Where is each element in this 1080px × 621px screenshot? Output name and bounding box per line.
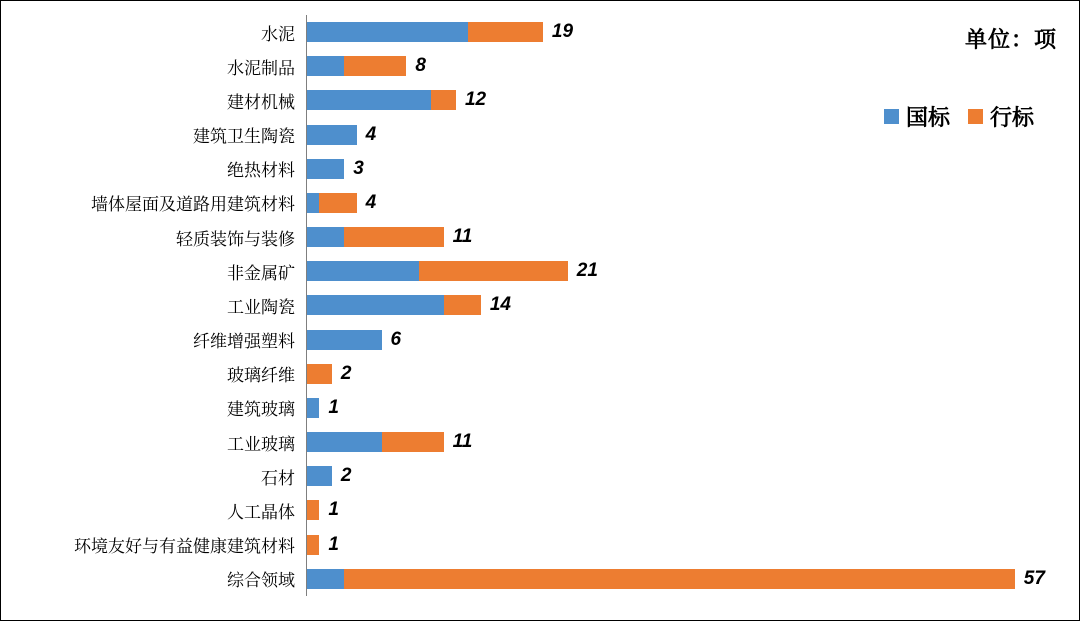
bar-segment-guobiao [307,295,444,315]
bar-segment-guobiao [307,90,431,110]
bar-segment-guobiao [307,398,319,418]
bar-row [1,254,1080,288]
bar-segment-guobiao [307,125,357,145]
category-label: 墙体屋面及道路用建筑材料 [91,195,295,215]
bar-wrapper [301,323,1080,357]
bar-row [1,83,1080,117]
bar-total-label: 19 [551,21,574,43]
bar-wrapper [301,254,1080,288]
bar-segment-hangbiao [419,261,568,281]
bar-wrapper [301,118,1080,152]
bar-segment-guobiao [307,261,419,281]
bar-segment-hangbiao [382,432,444,452]
bar-rows [1,15,1080,596]
category-label: 工业陶瓷 [227,297,295,317]
bar-wrapper [301,186,1080,220]
bar-segment-hangbiao [307,364,332,384]
bar-segment-guobiao [307,56,344,76]
category-label: 轻质装饰与装修 [176,229,295,249]
category-label: 绝热材料 [227,161,295,181]
unit-label: 单位：项 [964,27,1057,52]
bar-total-label: 4 [365,191,377,213]
bar-segment-guobiao [307,330,382,350]
plot-area [1,1,1080,621]
legend-label-hangbiao: 行标 [989,105,1034,130]
category-label: 玻璃纤维 [227,366,295,386]
bar-segment-hangbiao [319,193,356,213]
bar-segment-guobiao [307,227,344,247]
bar-total-label: 12 [464,89,487,111]
bar-segment-hangbiao [468,22,543,42]
bar-wrapper [301,220,1080,254]
category-label: 非金属矿 [227,263,295,283]
bar-segment-hangbiao [344,569,1015,589]
bar-total-label: 1 [328,499,339,521]
bar-row [1,49,1080,83]
category-label: 综合领域 [227,571,295,591]
category-label: 环境友好与有益健康建筑材料 [74,537,295,557]
bar-total-label: 6 [390,328,402,350]
bar-row [1,459,1080,493]
bar-total-label: 14 [489,294,511,316]
bar-total-label: 11 [452,431,473,453]
bar-row [1,220,1080,254]
bar-row [1,425,1080,459]
bar-total-label: 4 [365,123,377,145]
bar-row [1,323,1080,357]
category-label: 人工晶体 [227,502,295,522]
bar-wrapper [301,357,1080,391]
bar-row [1,118,1080,152]
bar-wrapper [301,425,1080,459]
bar-segment-hangbiao [344,227,443,247]
category-label: 水泥 [261,24,295,44]
bar-wrapper [301,391,1080,425]
bar-segment-hangbiao [344,56,406,76]
bar-wrapper [301,493,1080,527]
category-label: 建筑玻璃 [227,400,295,420]
bar-wrapper [301,562,1080,596]
bar-segment-guobiao [307,432,382,452]
bar-wrapper [301,49,1080,83]
bar-segment-hangbiao [444,295,481,315]
category-label: 建筑卫生陶瓷 [193,127,295,147]
bar-total-label: 57 [1023,567,1045,589]
bar-row [1,152,1080,186]
bar-total-label: 1 [328,396,339,418]
bar-total-label: 1 [328,533,339,555]
bar-total-label: 3 [353,157,364,179]
bar-segment-hangbiao [431,90,456,110]
bar-total-label: 2 [340,465,352,487]
bar-row [1,562,1080,596]
bar-total-label: 21 [576,260,598,282]
bar-segment-guobiao [307,193,319,213]
bar-segment-guobiao [307,22,468,42]
bar-wrapper [301,459,1080,493]
category-label: 纤维增强塑料 [193,332,295,352]
bar-total-label: 2 [340,362,352,384]
bar-row [1,528,1080,562]
bar-row [1,288,1080,322]
bar-row [1,391,1080,425]
bar-wrapper [301,83,1080,117]
bar-row [1,357,1080,391]
bar-segment-guobiao [307,159,344,179]
category-label: 石材 [261,468,295,488]
category-label: 建材机械 [227,92,295,112]
bar-row [1,186,1080,220]
bar-segment-guobiao [307,569,344,589]
bar-wrapper [301,288,1080,322]
bar-row [1,493,1080,527]
category-label: 工业玻璃 [227,434,295,454]
bar-segment-hangbiao [307,535,319,555]
bar-row [1,15,1080,49]
bar-wrapper [301,152,1080,186]
bar-segment-hangbiao [307,500,319,520]
bar-wrapper [301,528,1080,562]
bar-total-label: 11 [452,226,473,248]
bar-wrapper [301,15,1080,49]
legend-label-guobiao: 国标 [905,105,950,130]
category-label: 水泥制品 [227,58,295,78]
bar-total-label: 8 [415,55,426,77]
bar-segment-guobiao [307,466,332,486]
